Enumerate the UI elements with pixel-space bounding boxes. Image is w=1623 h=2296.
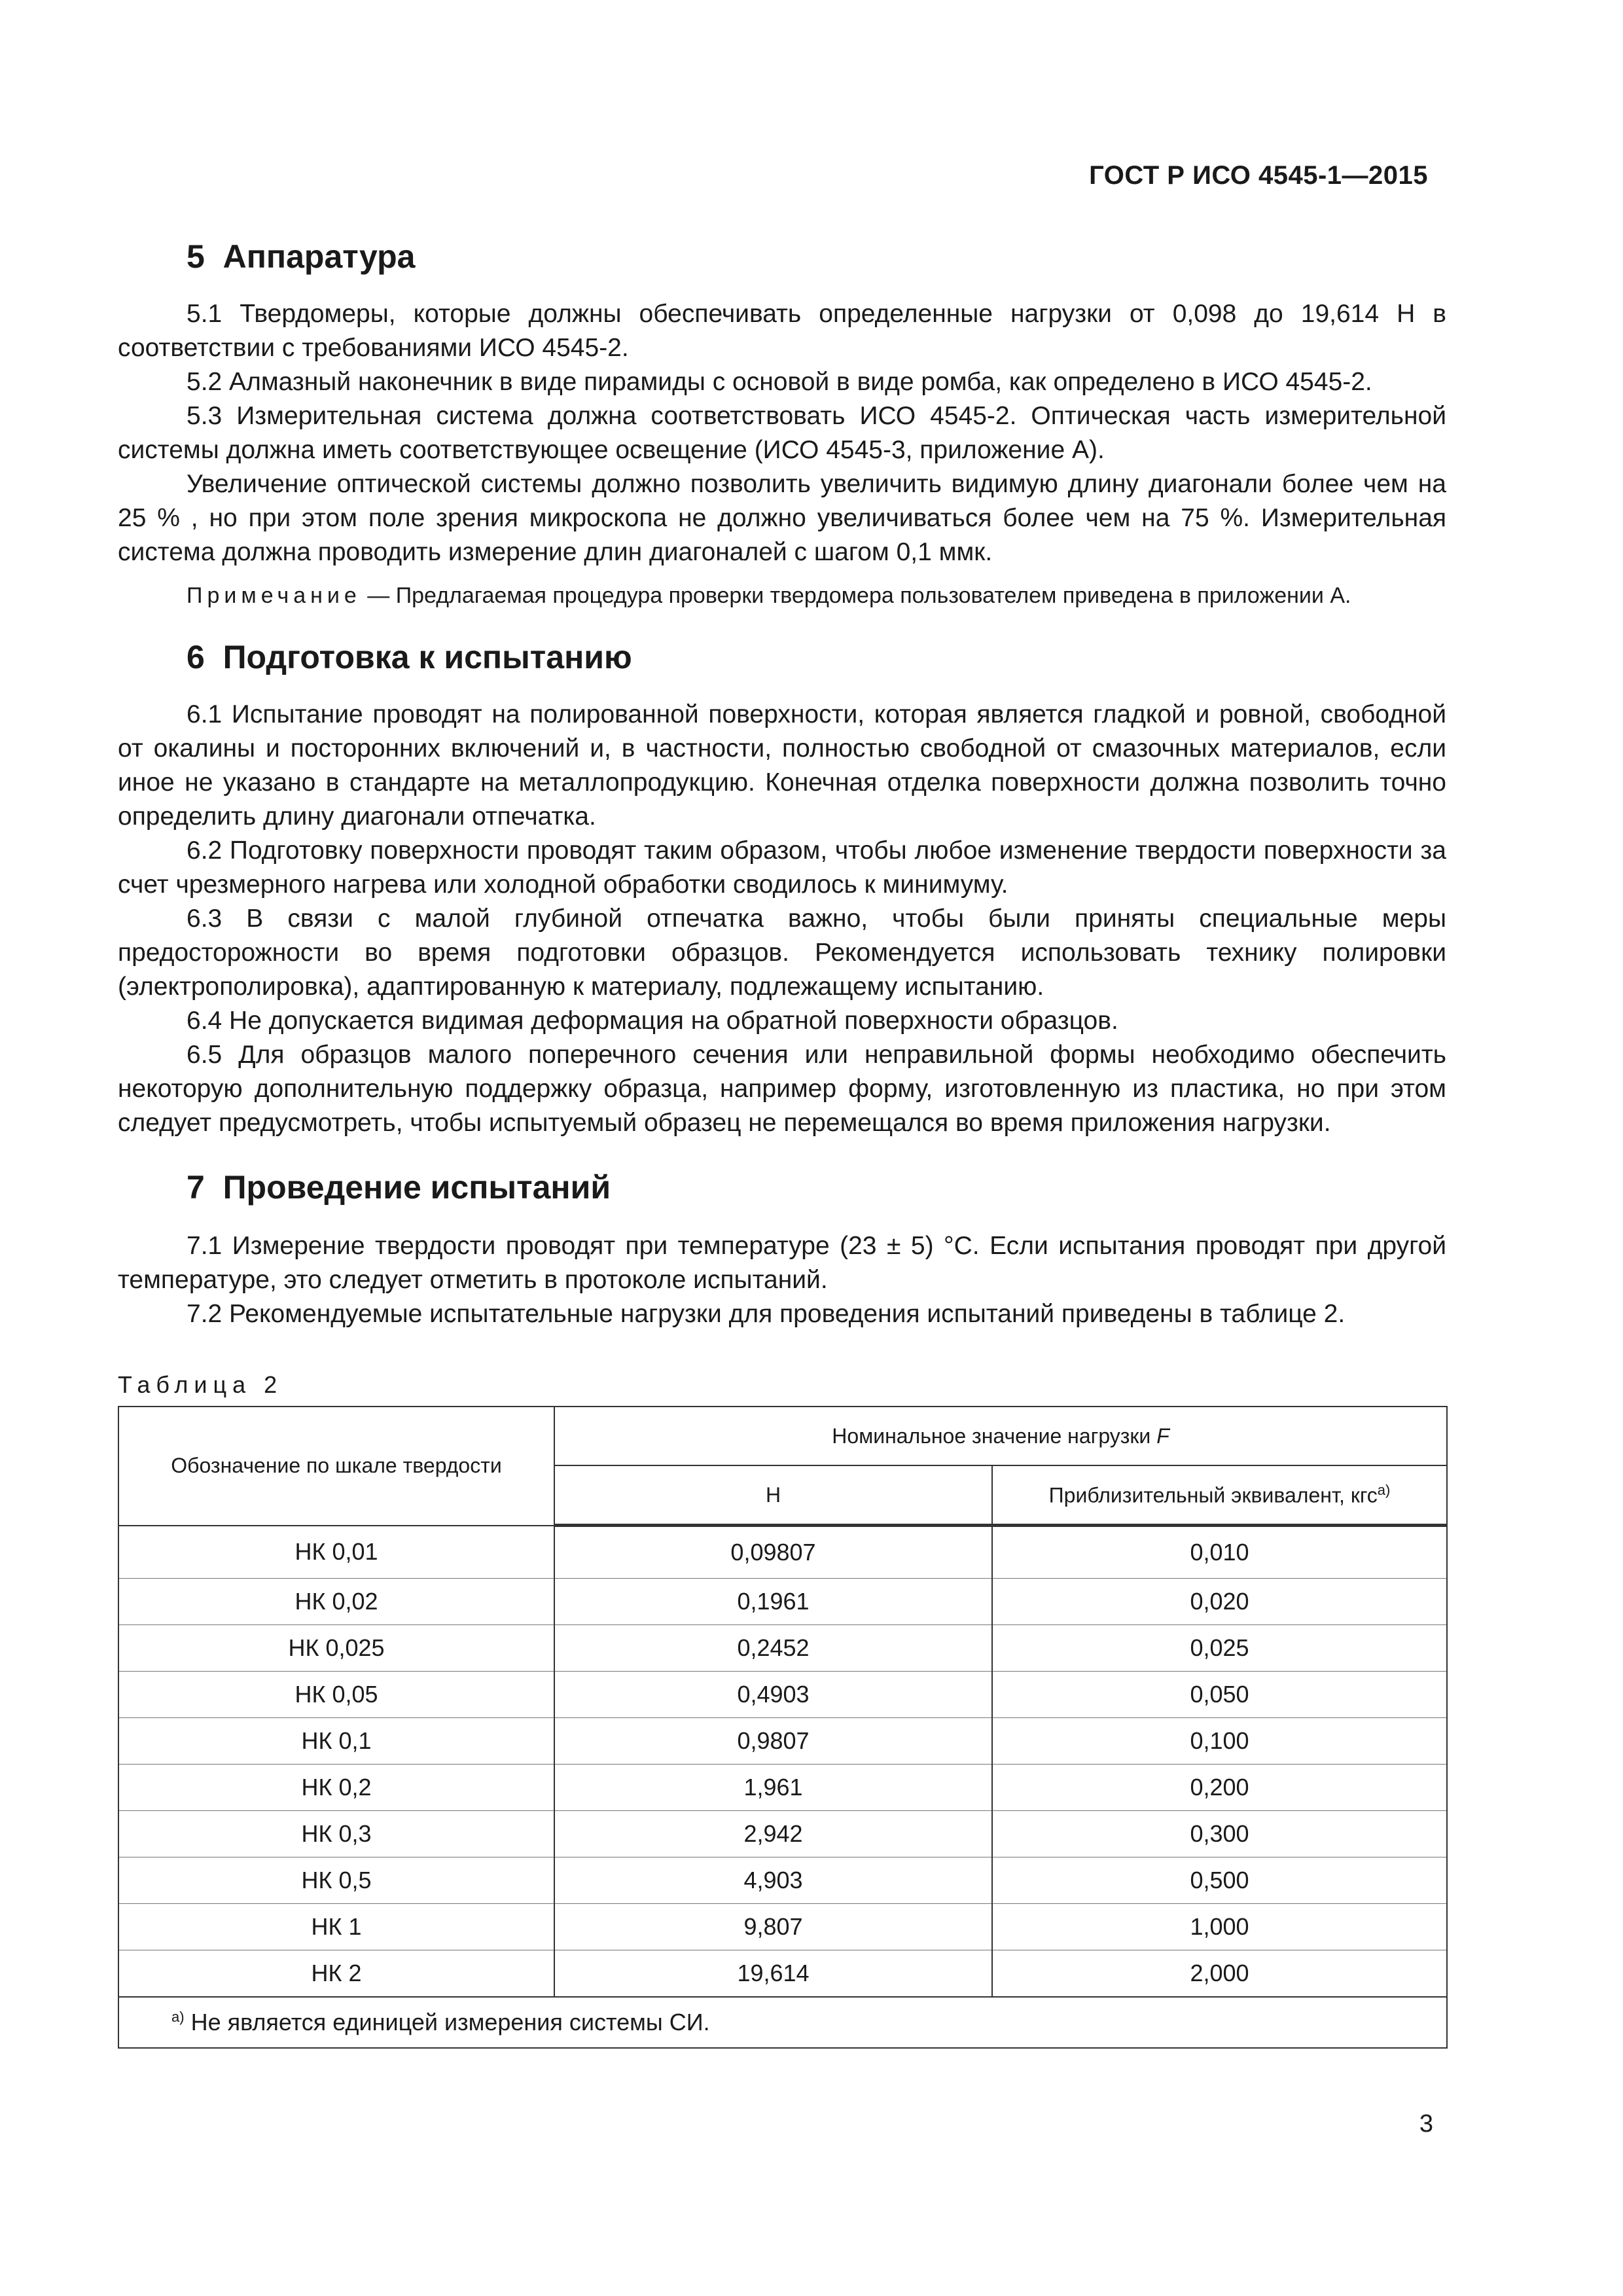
cell-kgf: 0,500: [992, 1857, 1447, 1904]
paragraph-5-3-cont: Увеличение оптической системы должно позволить увеличить видимую длину диагонали более чем на 25 % , но при этом поле зрения микроскопа не должно увеличиваться более чем на 75 %. Измерительная система должна проводить измерение длин диагоналей с шагом 0,1 ммк.: [118, 470, 1446, 566]
cell-scale: НК 0,2: [118, 1765, 554, 1811]
header-nominal-load: [554, 1407, 1447, 1465]
cell-scale: НК 1: [118, 1904, 554, 1950]
cell-newtons: 9,807: [554, 1904, 992, 1950]
cell-scale: НК 0,05: [118, 1672, 554, 1718]
header-kgf-text: Приблизительный эквивалент, кгс: [1048, 1483, 1378, 1507]
section-5: [118, 236, 1446, 611]
table-row: [118, 1625, 1447, 1672]
section-7: [118, 1166, 1446, 1331]
page-number: 3: [1419, 2110, 1433, 2138]
table-row: [118, 1526, 1447, 1579]
cell-newtons: 0,2452: [554, 1625, 992, 1672]
table-row: [118, 1718, 1447, 1765]
paragraph-5-1: 5.1 Твердомеры, которые должны обеспечивать определенные нагрузки от 0,098 до 19,614 Н в соответствии с требованиями ИСО 4545-2.: [118, 300, 1446, 362]
cell-newtons: 0,4903: [554, 1672, 992, 1718]
cell-kgf: 0,020: [992, 1579, 1447, 1625]
cell-scale: НК 2: [118, 1950, 554, 1998]
section-6: [118, 636, 1446, 1140]
section-6-title: 6 Подготовка к испытанию: [187, 639, 632, 675]
cell-scale: НК 0,1: [118, 1718, 554, 1765]
header-load-variable: F: [1156, 1424, 1169, 1448]
cell-newtons: 2,942: [554, 1811, 992, 1857]
cell-newtons: 19,614: [554, 1950, 992, 1998]
paragraph-7-2: 7.2 Рекомендуемые испытательные нагрузки для проведения испытаний приведены в таблице 2.: [187, 1300, 1346, 1328]
header-kgf-equivalent: [992, 1465, 1447, 1526]
table-row: [118, 1904, 1447, 1950]
cell-kgf: 0,200: [992, 1765, 1447, 1811]
header-newtons: Н: [554, 1465, 992, 1526]
paragraph-7-1: 7.1 Измерение твердости проводят при температуре (23 ± 5) °С. Если испытания проводят при другой температуре, это следует отметить в протоколе испытаний.: [118, 1232, 1446, 1294]
header-scale-designation: Обозначение по шкале твердости: [118, 1407, 554, 1526]
cell-kgf: 1,000: [992, 1904, 1447, 1950]
paragraph-5-3: 5.3 Измерительная система должна соответствовать ИСО 4545-2. Оптическая часть измерительной системы должна иметь соответствующее освещение (ИСО 4545-3, приложение А).: [118, 402, 1446, 464]
header-kgf-footnote-mark: а): [1377, 1482, 1391, 1499]
table-row: [118, 1950, 1447, 1998]
paragraph-5-2: 5.2 Алмазный наконечник в виде пирамиды с основой в виде ромба, как определено в ИСО 4545-2.: [187, 368, 1372, 396]
cell-newtons: 4,903: [554, 1857, 992, 1904]
table-row: [118, 1857, 1447, 1904]
footnote-mark: а): [171, 2009, 185, 2025]
paragraph-6-4: 6.4 Не допускается видимая деформация на обратной поверхности образцов.: [187, 1007, 1118, 1035]
note-label: Примечание: [187, 583, 361, 608]
table-row: [118, 1672, 1447, 1718]
cell-kgf: 0,100: [992, 1718, 1447, 1765]
cell-newtons: 1,961: [554, 1765, 992, 1811]
table-body: [118, 1526, 1447, 1998]
cell-newtons: 0,9807: [554, 1718, 992, 1765]
footnote-text: Не является единицей измерения системы СИ.: [184, 2009, 710, 2036]
page-content: [118, 236, 1446, 2049]
cell-newtons: 0,1961: [554, 1579, 992, 1625]
table-caption: Таблица 2: [118, 1371, 283, 1398]
paragraph-6-1: 6.1 Испытание проводят на полированной поверхности, которая является гладкой и ровной, свободной от окалины и посторонних включений и, в частности, полностью свободной от смазочных материалов, если иное не указано в стандарте на металлопродукцию. Конечная отделка поверхности должна позволить точно определить длину диагонали отпечатка.: [118, 700, 1446, 831]
cell-kgf: 0,300: [992, 1811, 1447, 1857]
note-text: — Предлагаемая процедура проверки твердомера пользователем приведена в приложении А.: [361, 583, 1351, 608]
cell-kgf: 0,025: [992, 1625, 1447, 1672]
cell-scale: НК 0,3: [118, 1811, 554, 1857]
cell-scale: НК 0,01: [118, 1526, 554, 1579]
cell-kgf: 0,050: [992, 1672, 1447, 1718]
cell-scale: НК 0,025: [118, 1625, 554, 1672]
cell-kgf: 0,010: [992, 1526, 1447, 1579]
cell-scale: НК 0,5: [118, 1857, 554, 1904]
table-row: [118, 1811, 1447, 1857]
paragraph-6-3: 6.3 В связи с малой глубиной отпечатка важно, чтобы были приняты специальные меры предосторожности во время подготовки образцов. Рекомендуется использовать технику полировки (электрополировка), адаптированную к материалу, подлежащему испытанию.: [118, 905, 1446, 1001]
paragraph-6-5: 6.5 Для образцов малого поперечного сечения или неправильной формы необходимо обеспечить некоторую дополнительную поддержку образца, например форму, изготовленную из пластика, но при этом следует предусмотреть, чтобы испытуемый образец не перемещался во время приложения нагрузки.: [118, 1041, 1446, 1137]
section-5-title: 5 Аппаратура: [187, 238, 416, 275]
paragraph-6-2: 6.2 Подготовку поверхности проводят таким образом, чтобы любое изменение твердости поверхности за счет чрезмерного нагрева или холодной обработки сводилось к минимуму.: [118, 836, 1446, 899]
cell-kgf: 2,000: [992, 1950, 1447, 1998]
note: [118, 580, 1446, 611]
table-footnote: [118, 1997, 1447, 2048]
cell-newtons: 0,09807: [554, 1526, 992, 1579]
load-table: [118, 1406, 1448, 2049]
header-nominal-load-text: Номинальное значение нагрузки: [832, 1424, 1157, 1448]
table-row: [118, 1765, 1447, 1811]
section-7-title: 7 Проведение испытаний: [187, 1169, 611, 1206]
document-code: ГОСТ Р ИСО 4545-1—2015: [1089, 161, 1428, 190]
cell-scale: НК 0,02: [118, 1579, 554, 1625]
table-row: [118, 1579, 1447, 1625]
